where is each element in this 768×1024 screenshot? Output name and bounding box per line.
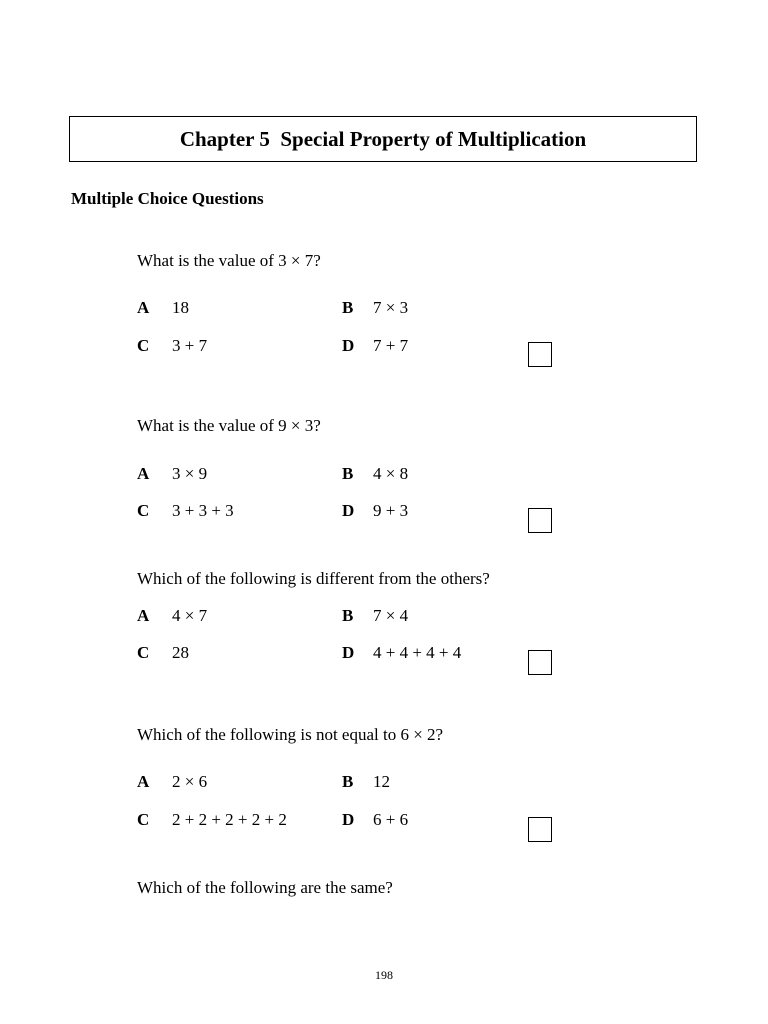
question-4-option-b-letter: B	[342, 772, 354, 791]
question-4-text: Which of the following is not equal to 6 × 2?	[137, 725, 444, 744]
question-2-option-a: 3 × 9	[172, 464, 208, 483]
question-2-option-a-letter: A	[137, 464, 150, 483]
question-3-option-b-letter: B	[342, 606, 354, 625]
question-4-option-c-letter: C	[137, 810, 150, 829]
question-2-option-b-letter: B	[342, 464, 354, 483]
question-4-option-a-letter: A	[137, 772, 150, 791]
question-4-answer-box[interactable]	[528, 817, 552, 842]
question-3-option-c-letter: C	[137, 643, 150, 662]
question-1-option-c-letter: C	[137, 336, 150, 355]
question-2-option-c: 3 + 3 + 3	[172, 501, 234, 520]
question-2-text: What is the value of 9 × 3?	[137, 416, 321, 435]
page-number: 198	[375, 968, 393, 982]
question-2-option-c-letter: C	[137, 501, 150, 520]
question-1-option-a-letter: A	[137, 298, 150, 317]
question-1-option-d-letter: D	[342, 336, 355, 355]
chapter-title-text: Chapter 5 Special Property of Multiplication	[179, 126, 587, 151]
question-3-option-a: 4 × 7	[172, 606, 208, 625]
question-2-option-d: 9 + 3	[373, 501, 409, 520]
question-3-option-c: 28	[172, 643, 189, 662]
question-4-option-c: 2 + 2 + 2 + 2 + 2	[172, 810, 287, 829]
question-4-option-b: 12	[373, 772, 390, 791]
question-2-answer-box[interactable]	[528, 508, 552, 533]
question-1-text: What is the value of 3 × 7?	[137, 251, 321, 270]
question-3-option-d-letter: D	[342, 643, 355, 662]
question-3-option-d: 4 + 4 + 4 + 4	[373, 643, 462, 662]
question-4-option-a: 2 × 6	[172, 772, 208, 791]
question-3-answer-box[interactable]	[528, 650, 552, 675]
question-1-answer-box[interactable]	[528, 342, 552, 367]
question-5-text: Which of the following are the same?	[137, 878, 393, 897]
chapter-title	[69, 116, 697, 162]
section-title: Multiple Choice Questions	[71, 189, 264, 208]
question-1-option-a: 18	[172, 298, 189, 317]
question-1-option-b-letter: B	[342, 298, 354, 317]
question-3-option-a-letter: A	[137, 606, 150, 625]
question-1-option-b: 7 × 3	[373, 298, 409, 317]
question-3-text: Which of the following is different from the others?	[137, 569, 490, 588]
question-4-option-d-letter: D	[342, 810, 355, 829]
question-4-option-d: 6 + 6	[373, 810, 409, 829]
question-2-option-b: 4 × 8	[373, 464, 409, 483]
question-3-option-b: 7 × 4	[373, 606, 409, 625]
question-1-option-c: 3 + 7	[172, 336, 208, 355]
question-1-option-d: 7 + 7	[373, 336, 409, 355]
question-2-option-d-letter: D	[342, 501, 355, 520]
